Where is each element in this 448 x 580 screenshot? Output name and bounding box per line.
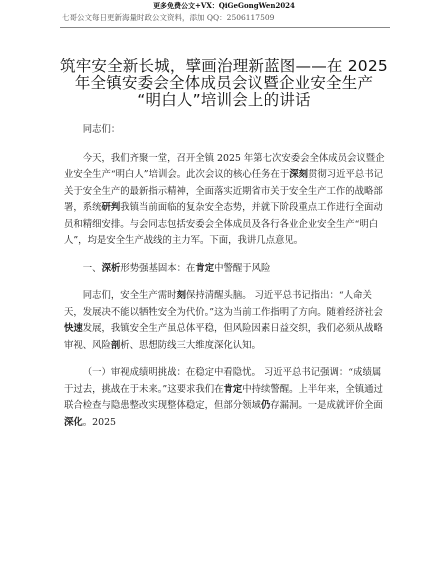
bold-run: 肯定 bbox=[195, 262, 215, 274]
text-run: 今天，我们齐聚一堂，召开全镇 2025 年第七次安委会全体成员会议暨企业安全生产“明白人”培训会。此次会议的核心任务在于 bbox=[64, 152, 385, 180]
text-run: （一）审视成绩明挑战：在稳定中看隐忧。 习近平总书记强调：“成绩属于过去，挑战在于未来。”这要求我们在 bbox=[64, 367, 382, 395]
title-line-2: 年全镇安委会全体成员会议暨企业安全生产 bbox=[74, 74, 374, 92]
text-run: 我镇当前面临的复杂安全态势，并就下阶段重点工作进行全面动员和精细安排。与会同志包括安委会全体成员及各行各业企业安全生产“明白人”，均是安全生产战线的主力军。下面，我讲几点意见。 bbox=[64, 202, 383, 246]
bold-run: 深析 bbox=[101, 262, 121, 274]
bold-run: 深刻 bbox=[289, 169, 308, 180]
text-run: 析、思想防线三大维度深化认知。 bbox=[120, 339, 261, 351]
text-run: 存漏洞。一是成就评价全面 bbox=[270, 400, 383, 411]
title-line-1: 筑牢安全新长城，擘画治理新蓝图——在 2025 bbox=[60, 57, 388, 75]
text-run: 同志们，安全生产需时 bbox=[82, 290, 177, 301]
text-run: 贯彻习近平总书记关于安全生产的最新指示精神，全面落实近期省市关于安全生产工作的战略部署，系统 bbox=[64, 169, 383, 213]
paragraph-situation bbox=[64, 288, 386, 354]
bold-run: 快速 bbox=[64, 323, 83, 334]
text-run: 一、 bbox=[82, 262, 102, 274]
text-run: 中警醒于风险 bbox=[214, 262, 271, 274]
top-banner: 更多免费公文+VX：QiGeGongWen2024 bbox=[153, 1, 295, 10]
document-body bbox=[64, 122, 386, 431]
bold-run: 研判 bbox=[101, 202, 121, 213]
title-line-3: “明白人”培训会上的讲话 bbox=[137, 91, 311, 109]
bold-run: 剖 bbox=[110, 339, 121, 351]
bold-run: 深化 bbox=[64, 416, 83, 428]
greeting: 同志们： bbox=[82, 124, 121, 135]
text-run: 形势强基固本：在 bbox=[120, 262, 196, 274]
bold-run: 肯定 bbox=[223, 383, 243, 395]
section-heading-1 bbox=[64, 261, 386, 278]
text-run: 。2025 bbox=[82, 416, 116, 428]
text-run: 保持清醒头脑。 习近平总书记指出：“人命关天，发展决不能以牺牲安全为代价。”这为当前工作指明了方向。随着经济社会 bbox=[64, 290, 383, 318]
text-run: 发展，我镇安全生产虽总体平稳，但风险因素日益交织，我们必须从战略审视、风险 bbox=[64, 323, 383, 351]
subsection-1 bbox=[64, 365, 386, 431]
document-title bbox=[40, 58, 408, 109]
bold-run: 刻 bbox=[176, 290, 186, 301]
header-divider bbox=[60, 27, 390, 28]
paragraph-intro bbox=[64, 151, 386, 250]
text-run: 中持续警醒。上半年来，全镇通过联合检查与隐患整改实现整体稳定，但部分领域 bbox=[64, 383, 383, 411]
header-line: 七哥公文每日更新海量时政公文资料，添加 QQ：2506117509 bbox=[62, 13, 275, 22]
bold-run: 仍 bbox=[260, 400, 271, 411]
